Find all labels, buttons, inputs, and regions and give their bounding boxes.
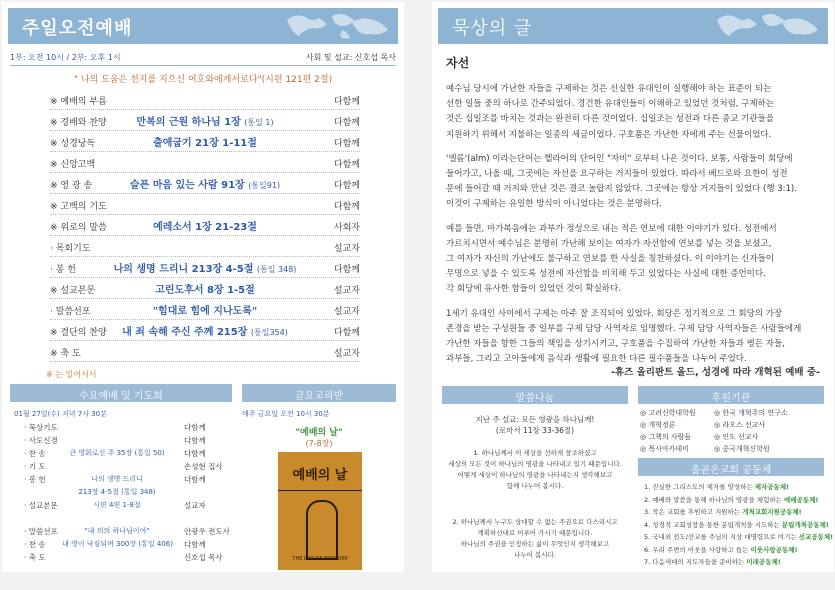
body-line: 그 여자가 자신의 가난에도 불구하고 연보를 한 사실을 칭찬하셨다. 이 이야기는 신자들이 bbox=[446, 254, 775, 264]
row-divider bbox=[50, 361, 360, 362]
source-credit: -휴즈 올리판트 올드, 성경에 따라 개혁된 예배 중- bbox=[610, 367, 820, 378]
row-divider bbox=[50, 340, 360, 341]
order-leader: 설교자 bbox=[333, 244, 360, 254]
order-detail bbox=[50, 134, 360, 149]
row-divider bbox=[50, 256, 360, 257]
order-detail-note: (통일 348) bbox=[256, 265, 297, 274]
support-item: ◎ 라오스 선교사 bbox=[714, 421, 766, 429]
preacher-info: 사회 및 설교: 신호섭 목사 bbox=[305, 53, 396, 62]
support-item: ◎ 중국개혁신학원 bbox=[714, 445, 770, 453]
body-line: 가난한 자들을 향한 그들의 책임을 상기시키고, 구호품을 수집하여 가난한 자들과 병든 자들, bbox=[446, 339, 785, 349]
body-line: 문에 들어갈 때 거지와 만난 것은 결코 놀랍지 않았다. 그곳에는 항상 거지들이 있었다 (행 3:1). bbox=[446, 184, 797, 195]
order-detail-main: 출애굽기 21장 1-11절 bbox=[153, 138, 257, 149]
friday-title: 금요교리반 bbox=[294, 391, 344, 402]
order-detail bbox=[50, 113, 360, 128]
support-item: ◎ 인도 선교사 bbox=[714, 433, 759, 441]
support-item: ◎ 한국 개혁주의 연구소 bbox=[714, 409, 788, 417]
row-divider bbox=[50, 235, 360, 236]
body-line: 과부들, 그리고 고아들에게 음식과 생활에 필요한 다른 필수품들을 나누어 주었다. bbox=[446, 354, 747, 365]
order-detail-note: (통일 1) bbox=[244, 118, 274, 127]
community-text: 6. 우리 주변의 이웃을 사랑하고 돕는 bbox=[644, 545, 751, 554]
sharing-question-1: 세상의 모든 것이 하나님의 영광을 나타내고 있기 때문입니다. bbox=[448, 460, 622, 468]
order-detail-main: "힘대로 힘에 지나도록" bbox=[152, 306, 258, 317]
community-item bbox=[644, 507, 802, 516]
community-item bbox=[644, 520, 829, 529]
community-title: 올곧은교회 공동체 bbox=[690, 465, 772, 476]
support-title: 후원기관 bbox=[711, 393, 751, 404]
sharing-banner bbox=[442, 386, 628, 404]
order-row bbox=[50, 301, 360, 319]
body-line: 존경을 받는 구성원들 중 일부를 구제 담당 사역자로 임명했다. 구제 담당 사역자들은 사람들에게 bbox=[446, 323, 802, 334]
row-divider bbox=[50, 172, 360, 173]
community-text: 5. 국내외 전도/선교를 주님의 지상 대명령으로 여기는 bbox=[644, 533, 799, 541]
friday-banner bbox=[242, 384, 396, 402]
order-label: ※ 신앙고백 bbox=[50, 160, 96, 170]
body-line: 선한 일들 중의 하나로 간주되었다. 경건한 유대인들이 이해하고 있었던 것처럼, 구제하는 bbox=[446, 99, 775, 110]
body-line: '엘름'(alm) 이라는단어는 헬라어의 단어인 "자비" 로부터 나온 것이다. 보통, 사람들이 회당에 bbox=[446, 153, 793, 164]
wed-leader: 안광우 전도사 bbox=[184, 527, 230, 536]
body-line: 것은 십일조를 바치는 것과는 완전히 다른 것이었다. 십일조는 성전과 다른 종교 기관들을 bbox=[446, 114, 775, 125]
order-row bbox=[50, 154, 360, 172]
order-leader: 다함께 bbox=[333, 328, 360, 338]
sharing-question-2: 계획하신대로 이루어 가시기 때문입니다. bbox=[477, 529, 593, 537]
divider bbox=[10, 65, 396, 66]
friday-chapters: (7-8장) bbox=[305, 439, 333, 448]
order-leader: 설교자 bbox=[333, 349, 360, 359]
row-divider bbox=[50, 109, 360, 110]
order-label: ※ 위로의 말씀 bbox=[50, 223, 107, 233]
community-highlight: 이웃사랑공동체! bbox=[750, 545, 798, 554]
theme-verse: " 나의 도움은 천지를 지으신 여호와에게서로다"(시편 121편 2절) bbox=[73, 75, 333, 85]
support-item: ◎ 목사아카데미 bbox=[640, 445, 689, 453]
row-divider bbox=[50, 298, 360, 299]
community-text: 2. 예배와 말씀을 통해 하나님의 영광을 체험하는 bbox=[644, 495, 784, 504]
wed-leader: 다함께 bbox=[184, 475, 206, 484]
order-detail-main: 고린도후서 8장 1-5절 bbox=[155, 285, 255, 296]
wed-label: · 찬 송 bbox=[24, 449, 46, 458]
order-label: ※ 고백의 기도 bbox=[50, 202, 107, 212]
community-highlight: 예배공동체! bbox=[783, 495, 819, 504]
order-label: ※ 결단의 찬양 bbox=[50, 328, 107, 338]
wed-leader: 다함께 bbox=[184, 540, 206, 549]
order-detail-main: 내 죄 속해 주신 주께 215장 bbox=[122, 327, 248, 338]
body-line: 들어가고, 나올 때, 그곳에는 자선을 요구하는 거지들이 있었다. 따라서 베드로와 요한이 성전 bbox=[446, 169, 788, 179]
friday-quote: "예배의 날" bbox=[295, 428, 343, 438]
order-leader: 사회자 bbox=[333, 223, 360, 233]
order-leader: 다함께 bbox=[333, 265, 360, 275]
community-item bbox=[644, 545, 797, 554]
body-line: 1세기 유대인 사이에서 구제는 아주 잘 조직되어 있었다. 회당은 정기적으로 그 회당의 가장 bbox=[446, 308, 783, 319]
support-banner bbox=[638, 386, 824, 404]
wed-leader: 다함께 bbox=[184, 423, 206, 432]
row-divider bbox=[50, 151, 360, 152]
order-row bbox=[50, 175, 360, 193]
meditation-heading: 자선 bbox=[446, 56, 470, 70]
order-detail-main: 만복의 근원 하나님 1장 bbox=[136, 117, 241, 128]
community-item bbox=[644, 532, 833, 541]
stand-note: ※ 는 일어서서 bbox=[46, 370, 97, 379]
order-detail-note: (통일91) bbox=[248, 181, 281, 190]
order-row bbox=[50, 322, 360, 340]
sharing-intro: (로마서 11장 33-36절) bbox=[495, 426, 575, 435]
wed-label: · 묵상기도 bbox=[24, 423, 58, 432]
sharing-question-2: 나누어 봅시다. bbox=[514, 551, 556, 559]
order-detail bbox=[50, 302, 360, 317]
row-divider bbox=[50, 130, 360, 131]
banner-title: 묵상의 글 bbox=[452, 18, 533, 39]
wed-leader: 다함께 bbox=[184, 449, 206, 458]
order-detail-main: 슬픈 마음 있는 사람 91장 bbox=[129, 180, 245, 191]
order-detail bbox=[50, 176, 360, 191]
sharing-question-2: 하나님의 주권을 인정하는 삶이 무엇인지 생각해보고 bbox=[460, 540, 610, 548]
order-detail bbox=[50, 260, 360, 275]
arch-graphic bbox=[306, 500, 338, 560]
left-page bbox=[2, 2, 404, 572]
book-title: 예배의 날 bbox=[292, 468, 348, 483]
book-cover bbox=[278, 452, 362, 570]
book-rule bbox=[278, 490, 362, 491]
community-highlight: 미래공동체! bbox=[746, 558, 781, 566]
row-divider bbox=[50, 214, 360, 215]
order-leader: 설교자 bbox=[333, 286, 360, 296]
order-leader: 다함께 bbox=[333, 118, 360, 128]
wed-detail: "내 의의 하나님이여" bbox=[84, 527, 150, 535]
order-row bbox=[50, 91, 360, 109]
row-divider bbox=[50, 277, 360, 278]
book-subtitle: THE DAY OF WORSHIP bbox=[292, 556, 348, 562]
wed-label: · 말씀선포 bbox=[24, 527, 58, 536]
body-line: 무명으로 넣을 수 있도록 성전에 자선함을 비치해 두고 있었다는 사실에 대한 증언이다. bbox=[446, 269, 766, 280]
body-line: 각 회당에 유사한 함들이 있었던 것이 확실하다. bbox=[446, 284, 621, 295]
world-map-decoration bbox=[712, 10, 822, 42]
sharing-question-1: 어떻게 세상이 하나님의 영광을 나타내는지 생각해보고 bbox=[457, 471, 613, 479]
wed-detail: 시편 4편 1-8절 bbox=[93, 501, 141, 509]
body-line: 지원하기 위해서 지불하는 일종의 세금이었다. 구호품은 가난한 자에게 주는 선물이었다. bbox=[446, 129, 772, 140]
order-leader: 다함께 bbox=[333, 181, 360, 191]
community-highlight: 분립개척공동체! bbox=[781, 520, 829, 529]
order-row bbox=[50, 196, 360, 214]
row-divider bbox=[50, 319, 360, 320]
community-highlight: 선교공동체! bbox=[798, 533, 834, 541]
community-banner bbox=[638, 458, 824, 476]
order-detail bbox=[50, 218, 360, 233]
sharing-title: 말씀나눔 bbox=[515, 393, 555, 404]
wed-label: · 설교본문 bbox=[24, 501, 58, 510]
service-times: 1부: 오전 10시 / 2부: 오후 1시 bbox=[10, 53, 121, 62]
banner-title: 주일오전예배 bbox=[22, 18, 133, 39]
order-leader: 다함께 bbox=[333, 202, 360, 212]
order-label: · 말씀선포 bbox=[50, 307, 91, 317]
order-row bbox=[50, 217, 360, 235]
order-label: ※ 성경낭독 bbox=[50, 139, 96, 149]
community-item bbox=[644, 495, 818, 504]
support-item: ◎ 고려신학대학원 bbox=[640, 409, 696, 417]
order-label: ※ 설교본문 bbox=[50, 286, 96, 296]
order-detail-note: (통일354) bbox=[250, 328, 288, 337]
order-label: ※ 영 광 송 bbox=[50, 181, 93, 191]
order-leader: 설교자 bbox=[333, 307, 360, 317]
wednesday-title: 수요예배 및 기도회 bbox=[79, 391, 163, 402]
community-text: 3. 작은 교회를 후원하고 지원하는 bbox=[644, 508, 743, 516]
worship-banner bbox=[8, 8, 398, 44]
wed-detail: 큰 영화로신 주 35장 (통일 50) bbox=[69, 449, 165, 457]
wed-leader: 신호섭 목사 bbox=[184, 553, 223, 562]
world-map-decoration bbox=[282, 10, 392, 42]
row-divider bbox=[50, 193, 360, 194]
support-item: ◎ 개혁정론 bbox=[640, 421, 676, 429]
body-line: 예를 들면, 마가복음에는 과부가 정성으로 내는 적은 연보에 대한 이야기가 있다. 성전에서 bbox=[446, 223, 777, 234]
order-detail bbox=[50, 281, 360, 296]
order-row bbox=[50, 238, 360, 256]
community-item bbox=[644, 557, 781, 566]
community-item bbox=[644, 482, 789, 491]
body-line: 예수님 당시에 가난한 자들을 구제하는 것은 신실한 유대인이 실행해야 하는 표준이 되는 bbox=[446, 84, 772, 94]
body-line: 가르치시면서 예수님은 분명히 가난해 보이는 여자가 자선함에 연보를 넣는 것을 보셨고, bbox=[446, 238, 772, 249]
sharing-question-2: 2. 하나님께서 누구도 상대할 수 없는 주권으로 다스리시고 bbox=[452, 518, 618, 526]
wed-leader: 다함께 bbox=[184, 436, 206, 445]
community-text: 4. 성경적 교회성장을 통한 분립개척을 시도하는 bbox=[644, 520, 782, 529]
order-label: ※ 축 도 bbox=[50, 349, 81, 359]
wed-leader: 손성현 집사 bbox=[184, 462, 223, 471]
sharing-question-1: 1. 하나님께서 이 세상을 선하게 창조하셨고 bbox=[473, 449, 597, 457]
wed-label: · 축 도 bbox=[24, 553, 46, 562]
order-label: ※ 예배의 부름 bbox=[50, 97, 107, 107]
wed-detail: 내 영이 낙심되며 300장 (통일 406) bbox=[62, 540, 173, 548]
body-line: 이것이 구제하는 유일한 방식이 아니었다는 것은 분명하다. bbox=[446, 199, 662, 210]
community-text: 7. 다음세대의 지도자들을 준비하는 bbox=[644, 558, 747, 566]
order-row bbox=[50, 259, 360, 277]
order-row bbox=[50, 343, 360, 361]
wed-leader: 설교자 bbox=[184, 501, 206, 510]
order-detail bbox=[50, 323, 360, 338]
order-row bbox=[50, 133, 360, 151]
wed-label: · 찬 송 bbox=[24, 540, 46, 549]
right-page bbox=[432, 2, 834, 572]
order-leader: 다함께 bbox=[333, 97, 360, 107]
order-leader: 다함께 bbox=[333, 139, 360, 149]
support-item: ◎ 그책의 사람들 bbox=[640, 433, 692, 441]
community-highlight: 개척교회지원공동체! bbox=[742, 508, 802, 516]
order-row bbox=[50, 280, 360, 298]
order-leader: 다함께 bbox=[333, 160, 360, 170]
order-label: · 목회기도 bbox=[50, 244, 91, 254]
community-text: 1. 진실한 그리스도의 제자를 양성하는 bbox=[644, 483, 755, 491]
order-label: ※ 경배와 찬양 bbox=[50, 118, 107, 128]
wed-label: · 사도신경 bbox=[24, 436, 58, 445]
wed-detail: 213장 4-5절 (통일 348) bbox=[78, 488, 156, 496]
wednesday-banner bbox=[10, 384, 232, 402]
wed-label: · 봉 헌 bbox=[24, 475, 46, 484]
wednesday-date: 01월 27일(수) 저녁 7시 30분 bbox=[14, 410, 107, 418]
community-highlight: 제자공동체! bbox=[754, 483, 790, 491]
wed-detail: 나의 생명 드리니 bbox=[91, 475, 143, 483]
meditation-banner bbox=[438, 8, 828, 44]
order-label: · 봉 헌 bbox=[50, 265, 76, 275]
order-detail-main: 예레소서 1장 21-23절 bbox=[153, 222, 257, 233]
sharing-question-1: 함께 나누어 봅시다. bbox=[506, 482, 564, 490]
sharing-intro: 지난 주 설교: 모든 영광을 하나님께! bbox=[475, 415, 595, 424]
order-row bbox=[50, 112, 360, 130]
order-detail-main: 나의 생명 드리니 213장 4-5절 bbox=[113, 264, 254, 275]
wed-label: · 기 도 bbox=[24, 462, 46, 471]
friday-date: 매주 금요일 오전 10시 30분 bbox=[242, 410, 330, 418]
